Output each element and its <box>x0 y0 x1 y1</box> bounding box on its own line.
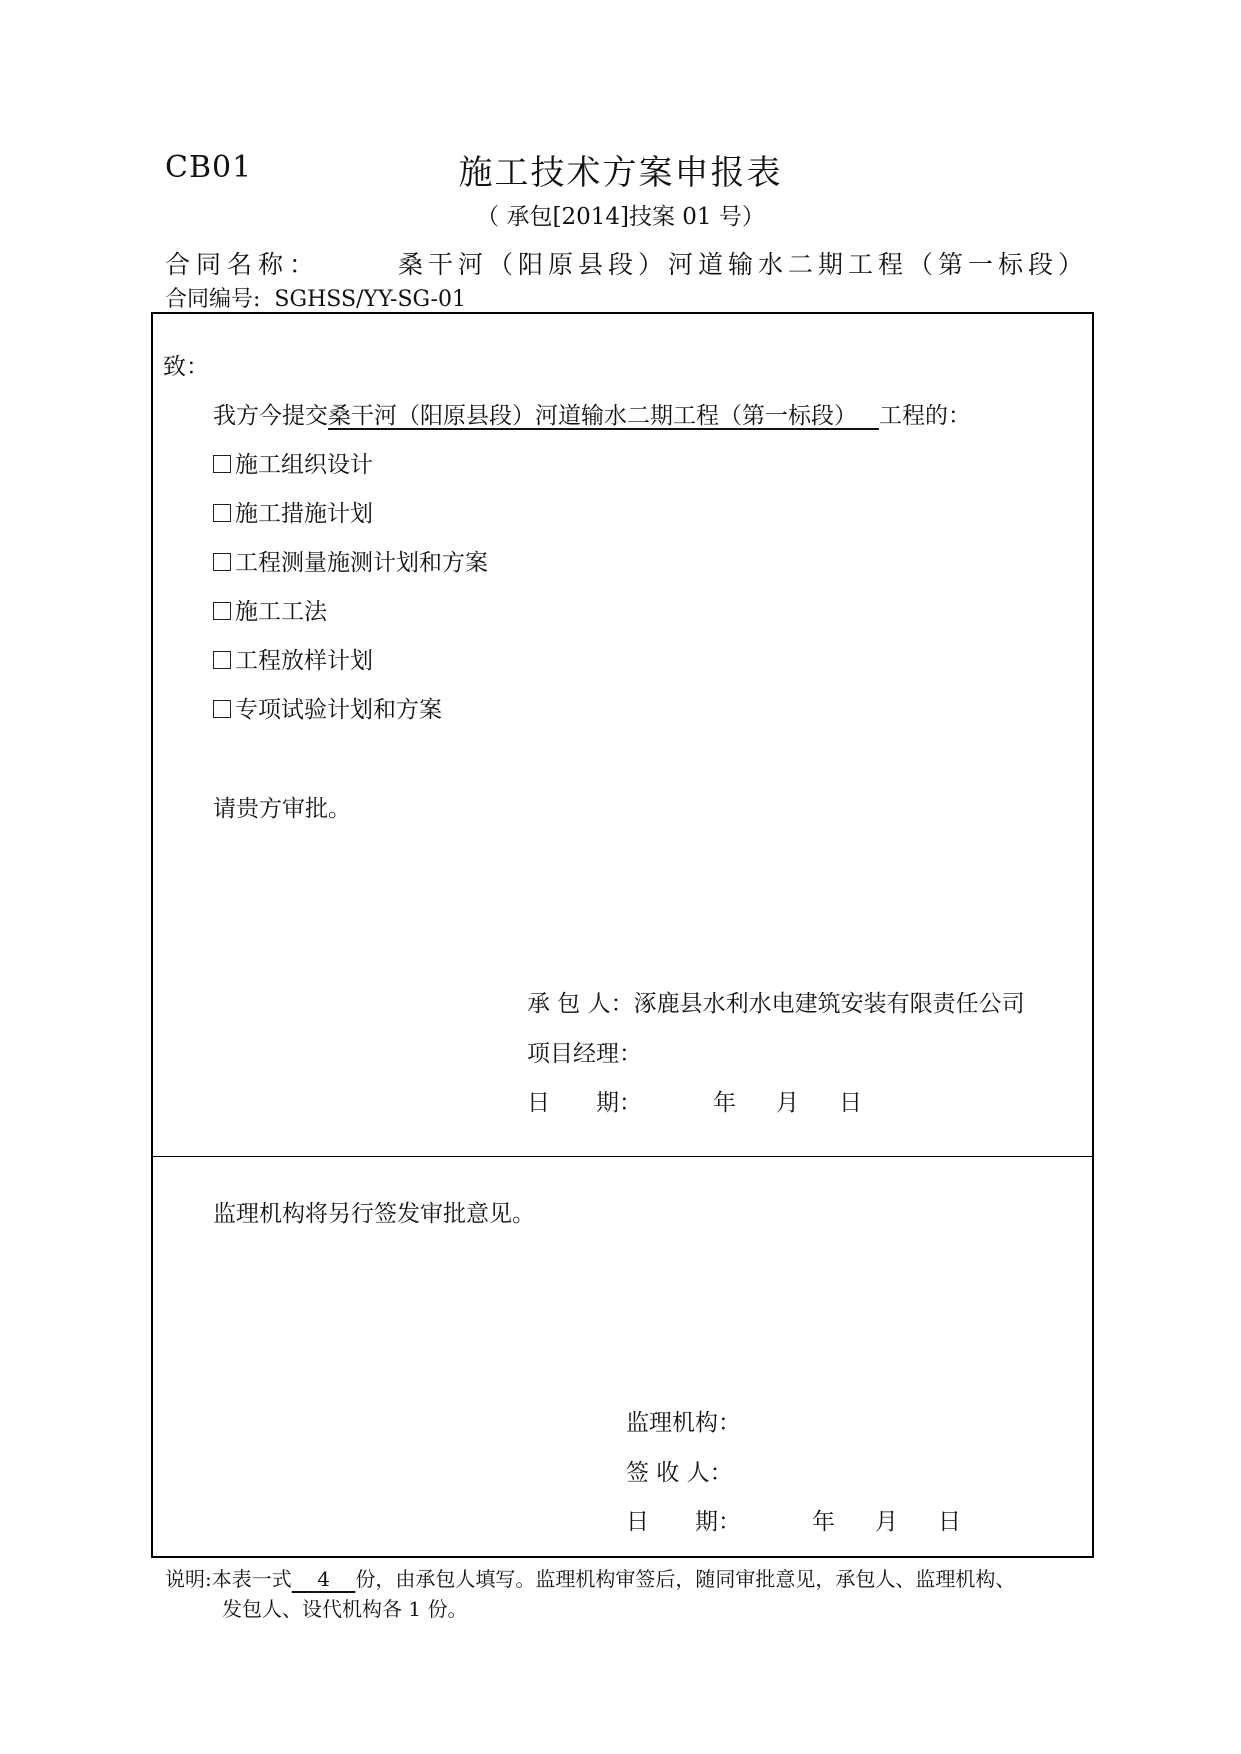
approval-request: 请贵方审批。 <box>213 796 351 822</box>
supervision-date-day: 日 <box>938 1509 961 1535</box>
checklist-item-label: 专项试验计划和方案 <box>235 697 442 723</box>
supervision-date-label: 日 期： <box>626 1509 741 1535</box>
checklist-item[interactable] <box>213 691 442 724</box>
checklist-item-label: 工程放样计划 <box>235 648 373 674</box>
submission-intro <box>213 397 971 430</box>
checkbox-icon[interactable] <box>213 504 231 522</box>
contract-number-label: 合同编号: <box>165 287 261 312</box>
checklist-item[interactable] <box>213 642 373 675</box>
supervision-agency-label: 监理机构： <box>626 1410 741 1436</box>
supervision-note: 监理机构将另行签发审批意见。 <box>213 1201 535 1227</box>
footer-prefix: 说明:本表一式 <box>165 1567 292 1591</box>
document-number: （ 承包[2014]技案 01 号） <box>476 204 765 230</box>
checklist-item-label: 施工措施计划 <box>235 501 373 527</box>
contract-number-value: SGHSS/YY-SG-01 <box>274 287 466 312</box>
to-label: 致： <box>163 354 209 380</box>
receiver-label: 签 收 人： <box>626 1460 733 1486</box>
intro-prefix: 我方今提交 <box>213 403 328 429</box>
contract-number-row <box>165 282 466 313</box>
supervision-date-year: 年 <box>812 1509 835 1535</box>
checkbox-icon[interactable] <box>213 553 231 571</box>
checklist-item[interactable] <box>213 495 373 528</box>
checklist-item-label: 施工工法 <box>235 599 327 625</box>
checkbox-icon[interactable] <box>213 700 231 718</box>
checklist-item[interactable] <box>213 544 488 577</box>
supervision-date-month: 月 <box>875 1509 898 1535</box>
contract-name-label: 合同名称： <box>165 250 321 279</box>
contractor-value: 涿鹿县水利水电建筑安装有限责任公司 <box>633 991 1025 1017</box>
footer-note-line2: 发包人、设代机构各 1 份。 <box>222 1597 468 1621</box>
contractor-label: 承 包 人： <box>527 991 634 1017</box>
form-code: CB01 <box>165 150 253 185</box>
project-name-filled: 桑干河（阳原县段）河道输水二期工程（第一标段） <box>328 403 857 429</box>
checkbox-icon[interactable] <box>213 455 231 473</box>
checklist-item[interactable] <box>213 593 327 626</box>
copies-value: 4 <box>317 1567 330 1591</box>
contractor-date-label: 日 期： <box>527 1090 642 1116</box>
contractor-date-month: 月 <box>776 1090 799 1116</box>
contractor-row <box>527 985 1025 1018</box>
contract-name-value: 桑干河（阳原县段）河道输水二期工程（第一标段） <box>398 250 1089 279</box>
contractor-date-day: 日 <box>839 1090 862 1116</box>
checklist-item-label: 工程测量施测计划和方案 <box>235 550 488 576</box>
intro-suffix: 工程的： <box>878 403 971 429</box>
checklist-item[interactable] <box>213 446 373 479</box>
footer-note <box>165 1563 1015 1592</box>
contract-name-row <box>165 245 1088 281</box>
copies-count <box>292 1567 356 1591</box>
contractor-date-year: 年 <box>713 1090 736 1116</box>
project-manager-label: 项目经理： <box>527 1041 642 1067</box>
footer-suffix: 份，由承包人填写。监理机构审签后，随同审批意见，承包人、监理机构、 <box>355 1567 1016 1591</box>
section-divider <box>151 1156 1094 1157</box>
checkbox-icon[interactable] <box>213 651 231 669</box>
checkbox-icon[interactable] <box>213 602 231 620</box>
project-name-blank <box>857 403 879 429</box>
page-title: 施工技术方案申报表 <box>458 153 783 193</box>
checklist-item-label: 施工组织设计 <box>235 452 373 478</box>
